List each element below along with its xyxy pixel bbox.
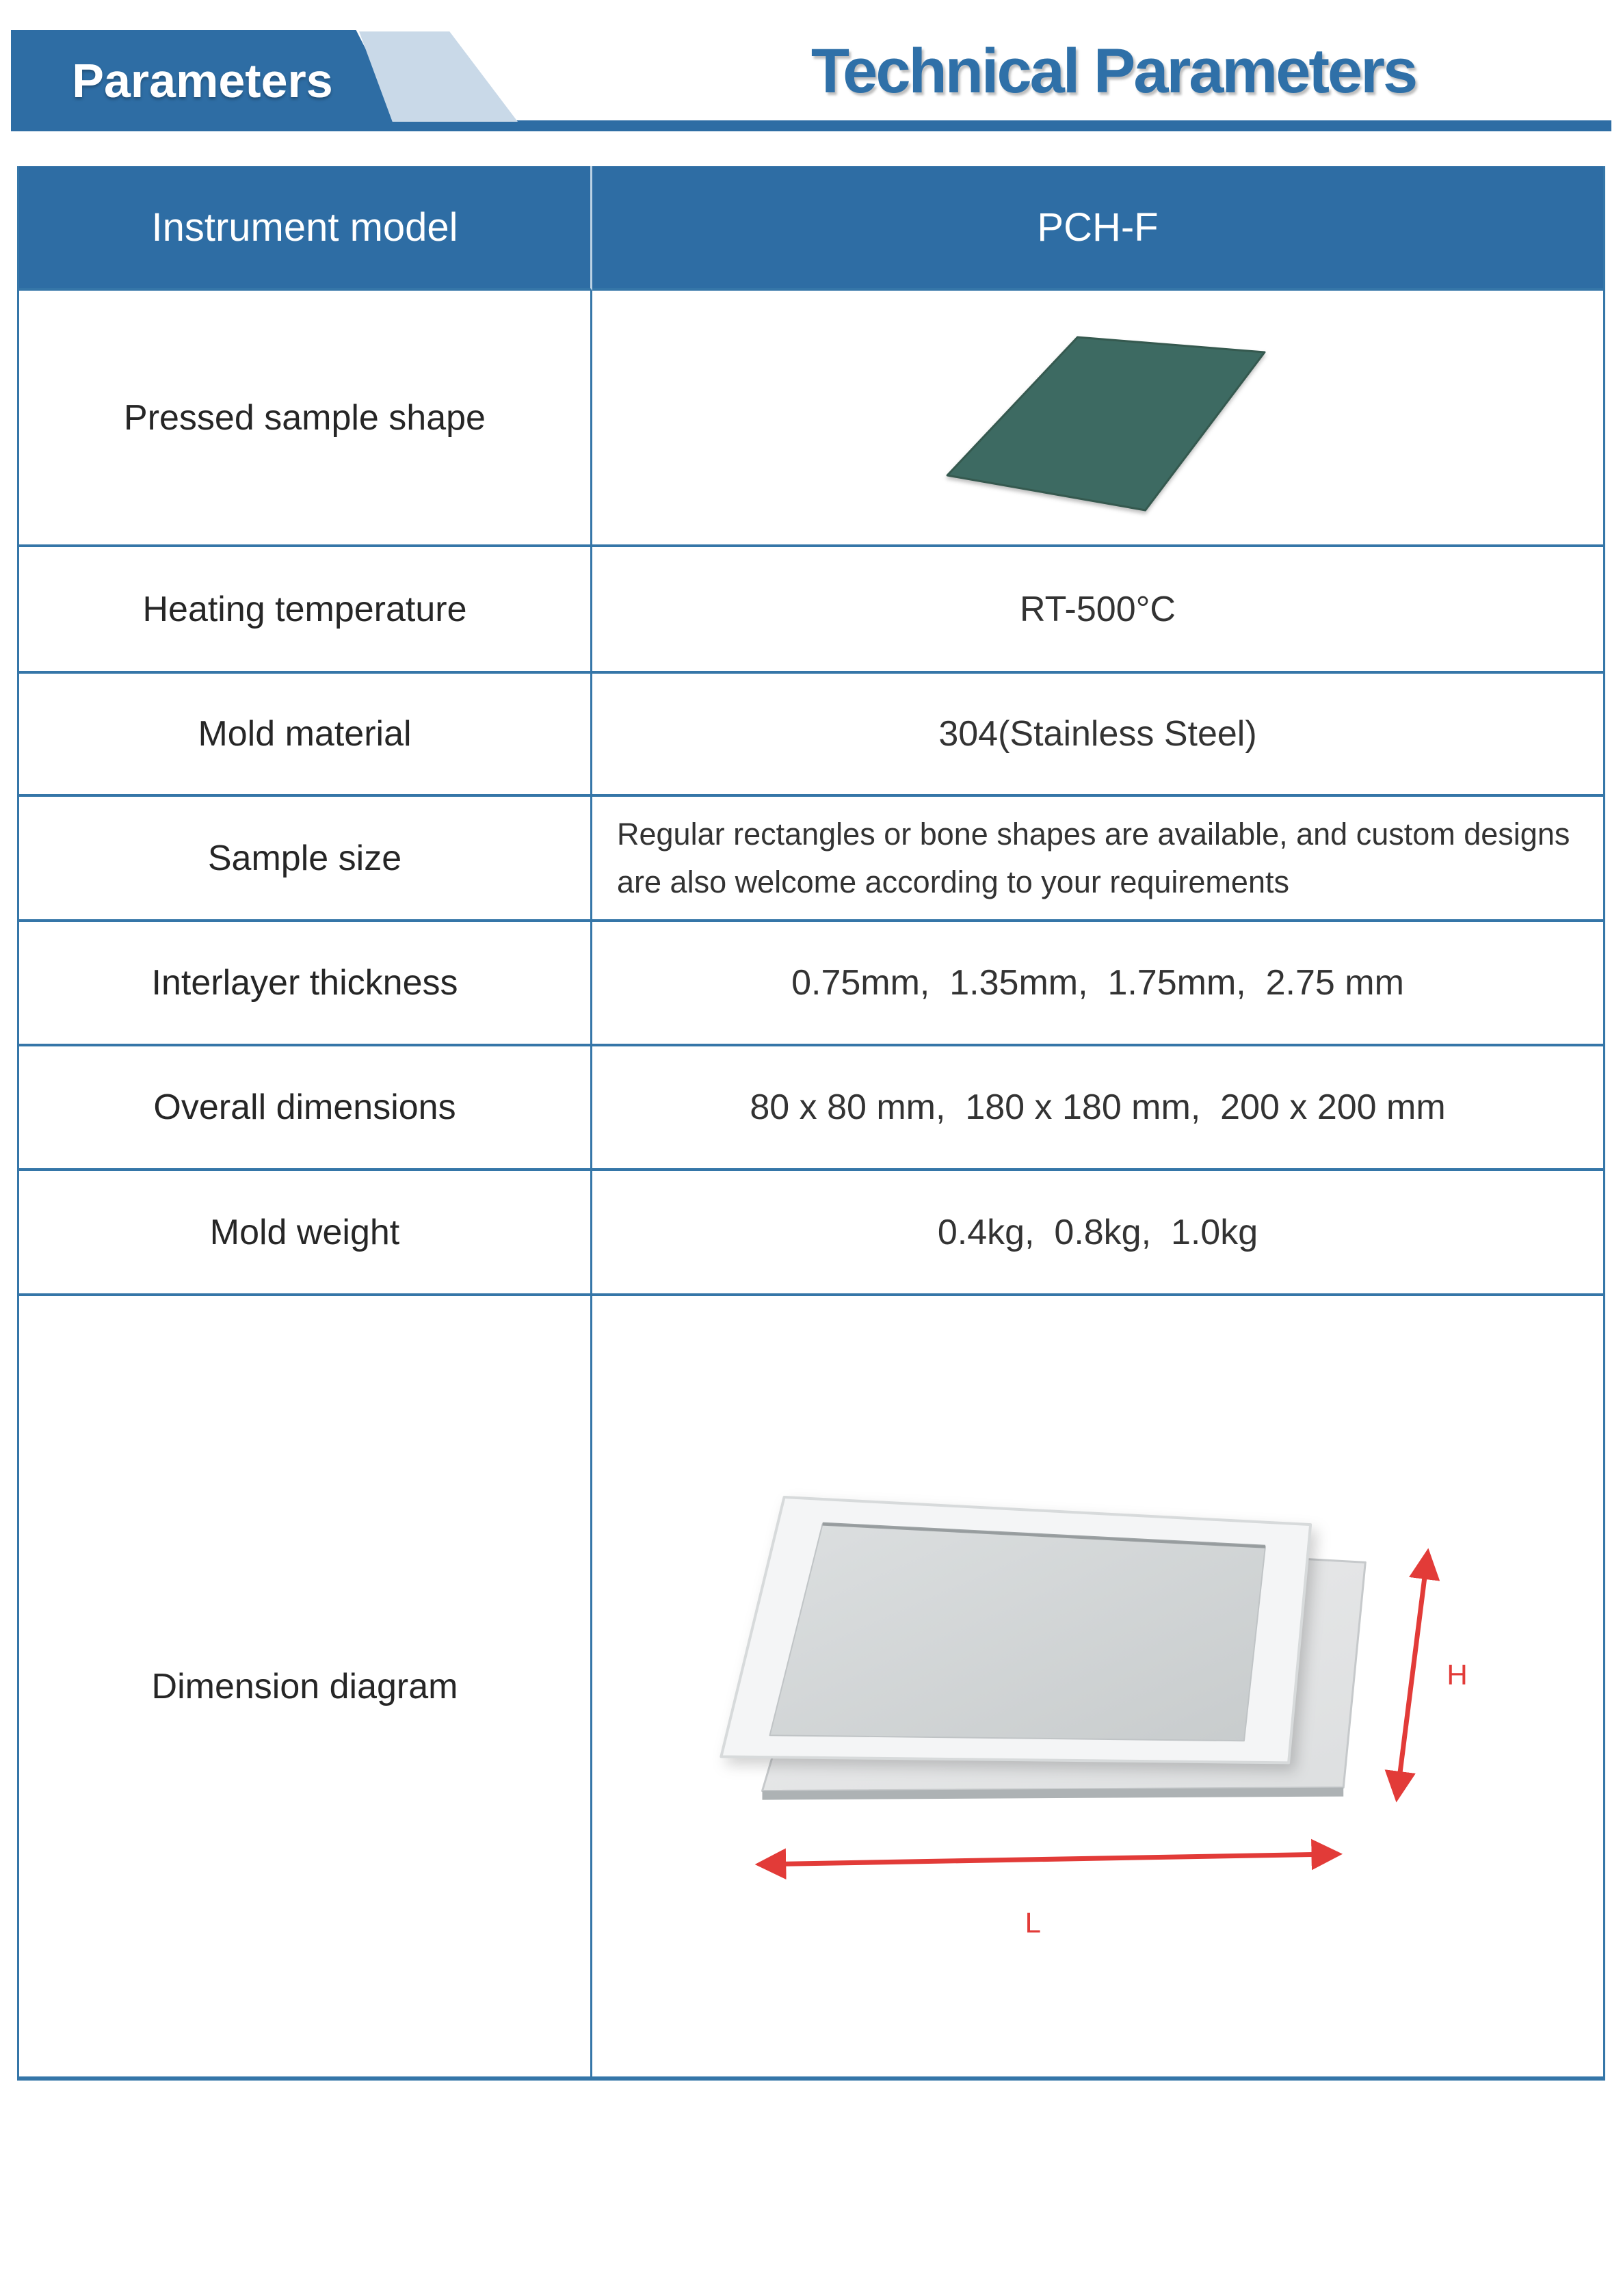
row-value-mold-weight: 0.4kg, 0.8kg, 1.0kg	[592, 1171, 1603, 1296]
row-label-overall-dimensions: Overall dimensions	[19, 1046, 592, 1171]
row-label-mold-weight: Mold weight	[19, 1171, 592, 1296]
row-value-heating-temperature: RT-500°C	[592, 547, 1603, 674]
mold-plate-recess	[770, 1524, 1265, 1741]
row-value-pressed-sample-shape	[592, 291, 1603, 547]
header-cell-model-value: PCH-F	[592, 166, 1603, 291]
row-value-interlayer-thickness: 0.75mm, 1.35mm, 1.75mm, 2.75 mm	[592, 922, 1603, 1046]
spec-table	[17, 166, 1605, 2081]
height-arrow	[1397, 1553, 1427, 1797]
banner-tab-label: Parameters	[72, 54, 333, 107]
row-label-pressed-sample-shape: Pressed sample shape	[19, 291, 592, 547]
sample-plate-shape	[947, 337, 1265, 510]
row-value-mold-material: 304(Stainless Steel)	[592, 674, 1603, 797]
row-label-heating-temperature: Heating temperature	[19, 547, 592, 674]
page-title: Technical Parameters	[810, 36, 1416, 106]
length-label: L	[1025, 1906, 1042, 1939]
green-sheet-icon	[592, 291, 1603, 544]
header-cell-instrument-model: Instrument model	[19, 166, 592, 291]
height-label: H	[1447, 1658, 1468, 1691]
dimension-diagram-figure	[592, 1296, 1603, 2076]
row-label-sample-size: Sample size	[19, 797, 592, 922]
row-value-overall-dimensions: 80 x 80 mm, 180 x 180 mm, 200 x 200 mm	[592, 1046, 1603, 1171]
row-label-interlayer-thickness: Interlayer thickness	[19, 922, 592, 1046]
length-arrow	[759, 1854, 1338, 1864]
row-label-dimension-diagram: Dimension diagram	[19, 1296, 592, 2076]
row-label-mold-material: Mold material	[19, 674, 592, 797]
row-value-dimension-diagram	[592, 1296, 1603, 2076]
row-value-sample-size: Regular rectangles or bone shapes are available, and custom designs are also welcome according to your requirements	[592, 797, 1603, 922]
